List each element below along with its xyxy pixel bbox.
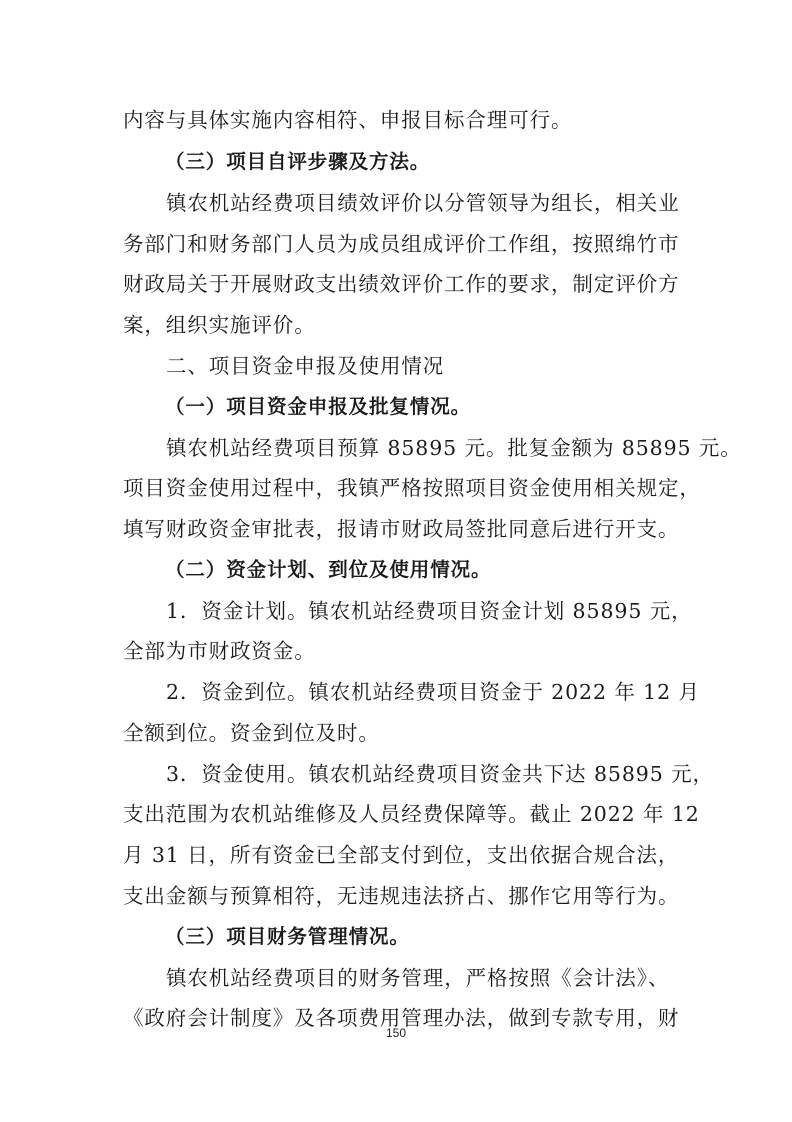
paragraph-line: 《政府会计制度》及各项费用管理办法，做到专款专用，财 — [123, 1006, 680, 1030]
paragraph-line: 内容与具体实施内容相符、申报目标合理可行。 — [123, 108, 573, 132]
paragraph-line: 3．资金使用。镇农机站经费项目资金共下达 85895 元， — [166, 762, 714, 786]
paragraph-line: 财政局关于开展财政支出绩效评价工作的要求，制定评价方 — [123, 272, 680, 296]
section-heading: （二）资金计划、到位及使用情况。 — [165, 558, 492, 581]
page-number: 150 — [385, 1026, 407, 1040]
paragraph-line: 1．资金计划。镇农机站经费项目资金计划 85895 元， — [166, 599, 693, 623]
paragraph-line: 镇农机站经费项目预算 85895 元。批复金额为 85895 元。 — [166, 436, 742, 460]
paragraph-line: 填写财政资金审批表，报请市财政局签批同意后进行开支。 — [123, 517, 680, 541]
paragraph-line: 月 31 日，所有资金已全部支付到位，支出依据合规合法， — [123, 843, 680, 867]
paragraph-line: 务部门和财务部门人员为成员组成评价工作组，按照绵竹市 — [123, 232, 680, 256]
paragraph-line: 镇农机站经费项目的财务管理，严格按照《会计法》、 — [166, 966, 670, 990]
paragraph-line: 镇农机站经费项目绩效评价以分管领导为组长，相关业 — [166, 191, 680, 215]
paragraph-line: 支出范围为农机站维修及人员经费保障等。截止 2022 年 12 — [123, 802, 700, 826]
paragraph-line: 全额到位。资金到位及时。 — [123, 721, 380, 745]
chapter-heading: 二、项目资金申报及使用情况 — [166, 354, 445, 378]
paragraph-line: 支出金额与预算相符，无违规违法挤占、挪作它用等行为。 — [123, 884, 680, 908]
section-heading: （三）项目自评步骤及方法。 — [165, 150, 431, 173]
section-heading: （一）项目资金申报及批复情况。 — [165, 395, 472, 418]
paragraph-line: 案，组织实施评价。 — [123, 313, 316, 337]
paragraph-line: 全部为市财政资金。 — [123, 639, 316, 663]
paragraph-line: 2．资金到位。镇农机站经费项目资金于 2022 年 12 月 — [166, 680, 700, 704]
paragraph-line: 项目资金使用过程中，我镇严格按照项目资金使用相关规定， — [123, 476, 701, 500]
section-heading: （三）项目财务管理情况。 — [165, 925, 410, 948]
